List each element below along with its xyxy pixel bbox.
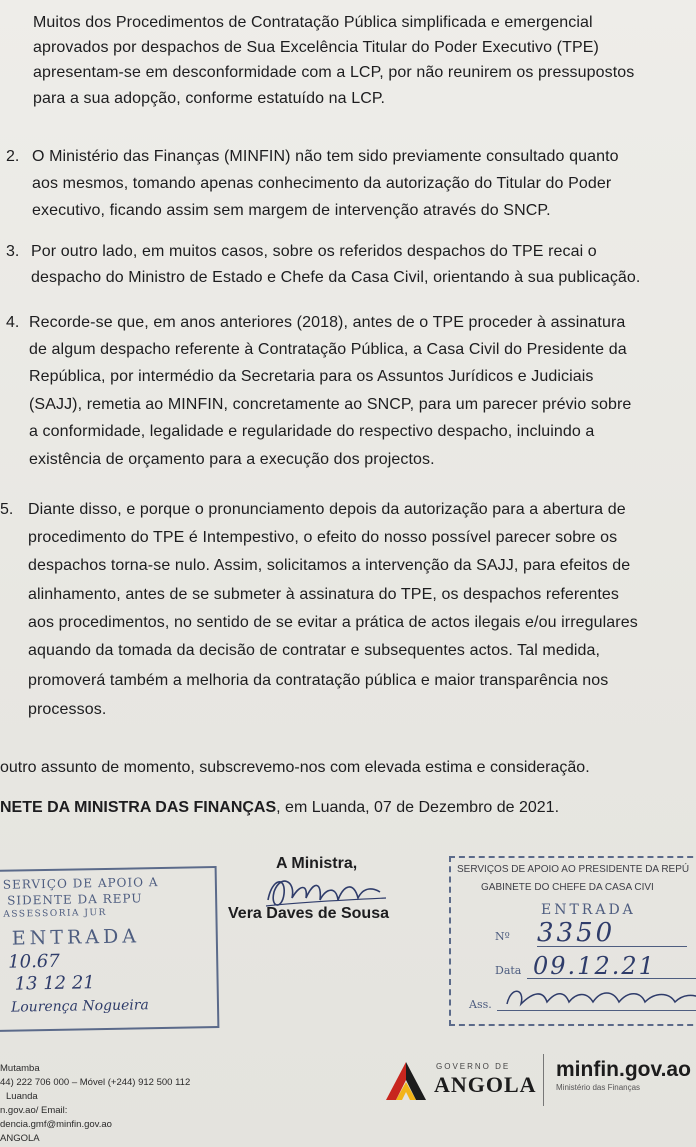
paragraph-line: Muitos dos Procedimentos de Contratação Pública simplificada e emergencial [33,14,593,31]
paragraph-line: promoverá também a melhoria da contratação pública e maior transparência nos [28,672,609,689]
paragraph-line: alinhamento, antes de se submeter à assinatura do TPE, os despachos referentes [28,586,619,603]
paragraph-line: (SAJJ), remetia ao MINFIN, concretamente ao SNCP, para um parecer prévio sobre [29,396,632,413]
paragraph-line: O Ministério das Finanças (MINFIN) não tem sido previamente consultado quanto [32,148,619,165]
paragraph-line: Diante disso, e porque o pronunciamento depois da autorização para a abertura de [28,501,626,518]
paragraph-line: aos procedimentos, no sentido de se evitar a prática de actos ilegais e/ou irregulares [28,614,638,631]
stamp-number-value: 3350 [537,918,616,948]
paragraph-line: despachos torna-se nulo. Assim, solicitamos a intervenção da SAJJ, para efeitos de [28,557,631,574]
paragraph-number: 3. [6,243,20,260]
footer-line: dencia.gmf@minfin.gov.ao [0,1119,112,1130]
stamp-ass-underline [497,1010,696,1011]
paragraph-line: República, por intermédio da Secretaria para os Assuntos Jurídicos e Judiciais [29,368,594,385]
paragraph-line: para a sua adopção, conforme estatuído na LCP. [33,90,386,107]
paragraph-line: procedimento do TPE é Intempestivo, o efeito do nosso possível parecer sobre os [28,529,618,546]
footer-line: Mutamba [0,1063,40,1074]
closing-sentence: outro assunto de momento, subscrevemo-nos com elevada estima e consideração. [0,759,590,776]
minfin-subtext: Ministério das Finanças [556,1083,641,1092]
stamp-entry-label: ENTRADA [11,925,141,950]
paragraph-number: 5. [0,501,14,518]
angola-emblem-icon [384,1060,428,1102]
stamp-entry-label: ENTRADA [541,902,636,918]
stamp-number-label: Nº [495,930,510,943]
paragraph-line: existência de orçamento para a execução dos projectos. [29,451,435,468]
paragraph-number: 4. [6,314,20,331]
stamp-number-underline [537,946,687,947]
paragraph-line: despacho do Ministro de Estado e Chefe da Casa Civil, orientando à sua publicação. [31,269,641,286]
signoff-line [0,799,559,817]
footer-line: ANGOLA [0,1133,40,1144]
reception-stamp-left [0,866,219,1032]
footer-line: n.gov.ao/ Email: [0,1105,68,1116]
stamp-ass-label: Ass. [469,998,492,1011]
logo-small-text: GOVERNO DE [436,1062,511,1071]
stamp-date-label: Data [495,964,522,977]
paragraph-line: aquando da tomada da decisão de contratar e subsequentes actos. Tal medida, [28,642,601,659]
signoff-office: NETE DA MINISTRA DAS FINANÇAS [0,799,277,816]
stamp-date-underline [527,978,696,979]
minfin-logo [556,1058,691,1092]
paragraph-line: de algum despacho referente à Contratação Pública, a Casa Civil do Presidente da [29,341,627,358]
signatory-name: Vera Daves de Sousa [228,905,389,922]
paragraph-line: aprovados por despachos de Sua Excelência Titular do Poder Executivo (TPE) [33,39,599,56]
stamp-line: SIDENTE DA REPU [7,891,143,908]
paragraph-line: Por outro lado, em muitos casos, sobre os referidos despachos do TPE recai o [31,243,597,260]
stamp-date-value: 09.12.21 [533,952,656,980]
stamp-line: SERVIÇO DE APOIO A [2,875,159,892]
minfin-text: minfin.gov.ao [556,1058,691,1081]
paragraph-line: aos mesmos, tomando apenas conhecimento da autorização do Titular do Poder [32,175,612,192]
footer-line: 44) 222 706 000 – Móvel (+244) 912 500 112 [0,1077,191,1088]
logo-divider [543,1054,544,1106]
logo-big-text: ANGOLA [434,1072,537,1097]
paragraph-line: a conformidade, legalidade e regularidade do respectivo despacho, incluindo a [29,423,595,440]
signoff-place-date: , em Luanda, 07 de Dezembro de 2021. [276,799,560,816]
stamp-line: GABINETE DO CHEFE DA CASA CIVI [481,882,654,893]
paragraph-line: apresentam-se em desconformidade com a LCP, por não reunirem os pressupostos [33,64,635,81]
paragraph-line: executivo, ficando assim sem margem de intervenção através do SNCP. [32,202,551,219]
paragraph-line: Recorde-se que, em anos anteriores (2018), antes de o TPE proceder à assinatura [29,314,626,331]
stamp-handwritten-number: 10.67 [8,950,60,973]
signature-role: A Ministra, [276,855,358,872]
stamp-handwritten-signature: Lourença Nogueira [10,997,149,1016]
stamp-line: ASSESSORIA JUR [3,907,107,920]
paragraph-line: processos. [28,701,107,718]
reception-stamp-right [449,856,696,1026]
stamp-handwritten-date: 13 12 21 [14,972,95,995]
footer-line: Luanda [6,1091,38,1102]
stamp-line: SERVIÇOS DE APOIO AO PRESIDENTE DA REPÚ [457,864,690,875]
paragraph-number: 2. [6,148,20,165]
